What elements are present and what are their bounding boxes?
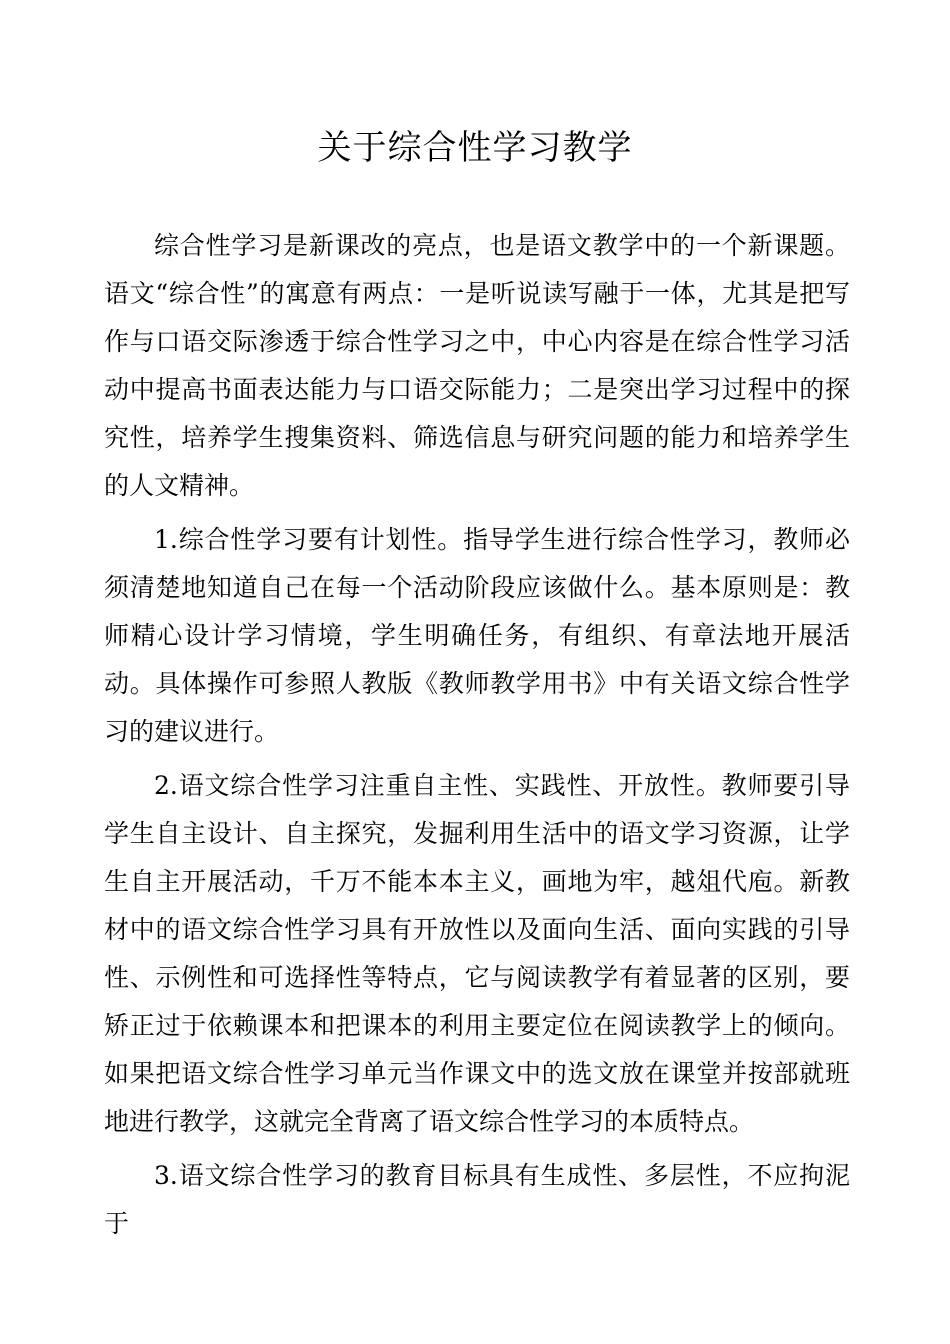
paragraph-point-1: 1.综合性学习要有计划性。指导学生进行综合性学习，教师必须清楚地知道自己在每一个活动阶段应该做什么。基本原则是：教师精心设计学习情境，学生明确任务，有组织、有章法地开展活动。具体操作可参照人教版《教师教学用书》中有关语文综合性学习的建议进行。 <box>104 525 850 746</box>
paragraph-point-2: 2.语文综合性学习注重自主性、实践性、开放性。教师要引导学生自主设计、自主探究，发掘利用生活中的语文学习资源，让学生自主开展活动，千万不能本本主义，画地为牢，越俎代庖。新教材中的语文综合性学习具有开放性以及面向生活、面向实践的引导性、示例性和可选择性等特点，它与阅读教学有着显著的区别，要矫正过于依赖课本和把课本的利用主要定位在阅读教学上的倾向。 如果把语文综合性学习单元当作课文中的选文放在课堂并按部就班地进行教学，这就完全背离了语文综合性学习的本质特点。 <box>104 771 850 1136</box>
paragraph-point-3: 3.语文综合性学习的教育目标具有生成性、多层性，不应拘泥于 <box>104 1161 850 1238</box>
document-body <box>104 222 850 1248</box>
document-title: 关于综合性学习教学 <box>317 128 633 168</box>
paragraph-intro: 综合性学习是新课改的亮点，也是语文教学中的一个新课题。语文“综合性”的寓意有两点：一是听说读写融于一体，尤其是把写作与口语交际渗透于综合性学习之中，中心内容是在综合性学习活动中提高书面表达能力与口语交际能力；二是突出学习过程中的探究性，培养学生搜集资料、筛选信息与研究问题的能力和培养学生的人文精神。 <box>104 231 850 500</box>
